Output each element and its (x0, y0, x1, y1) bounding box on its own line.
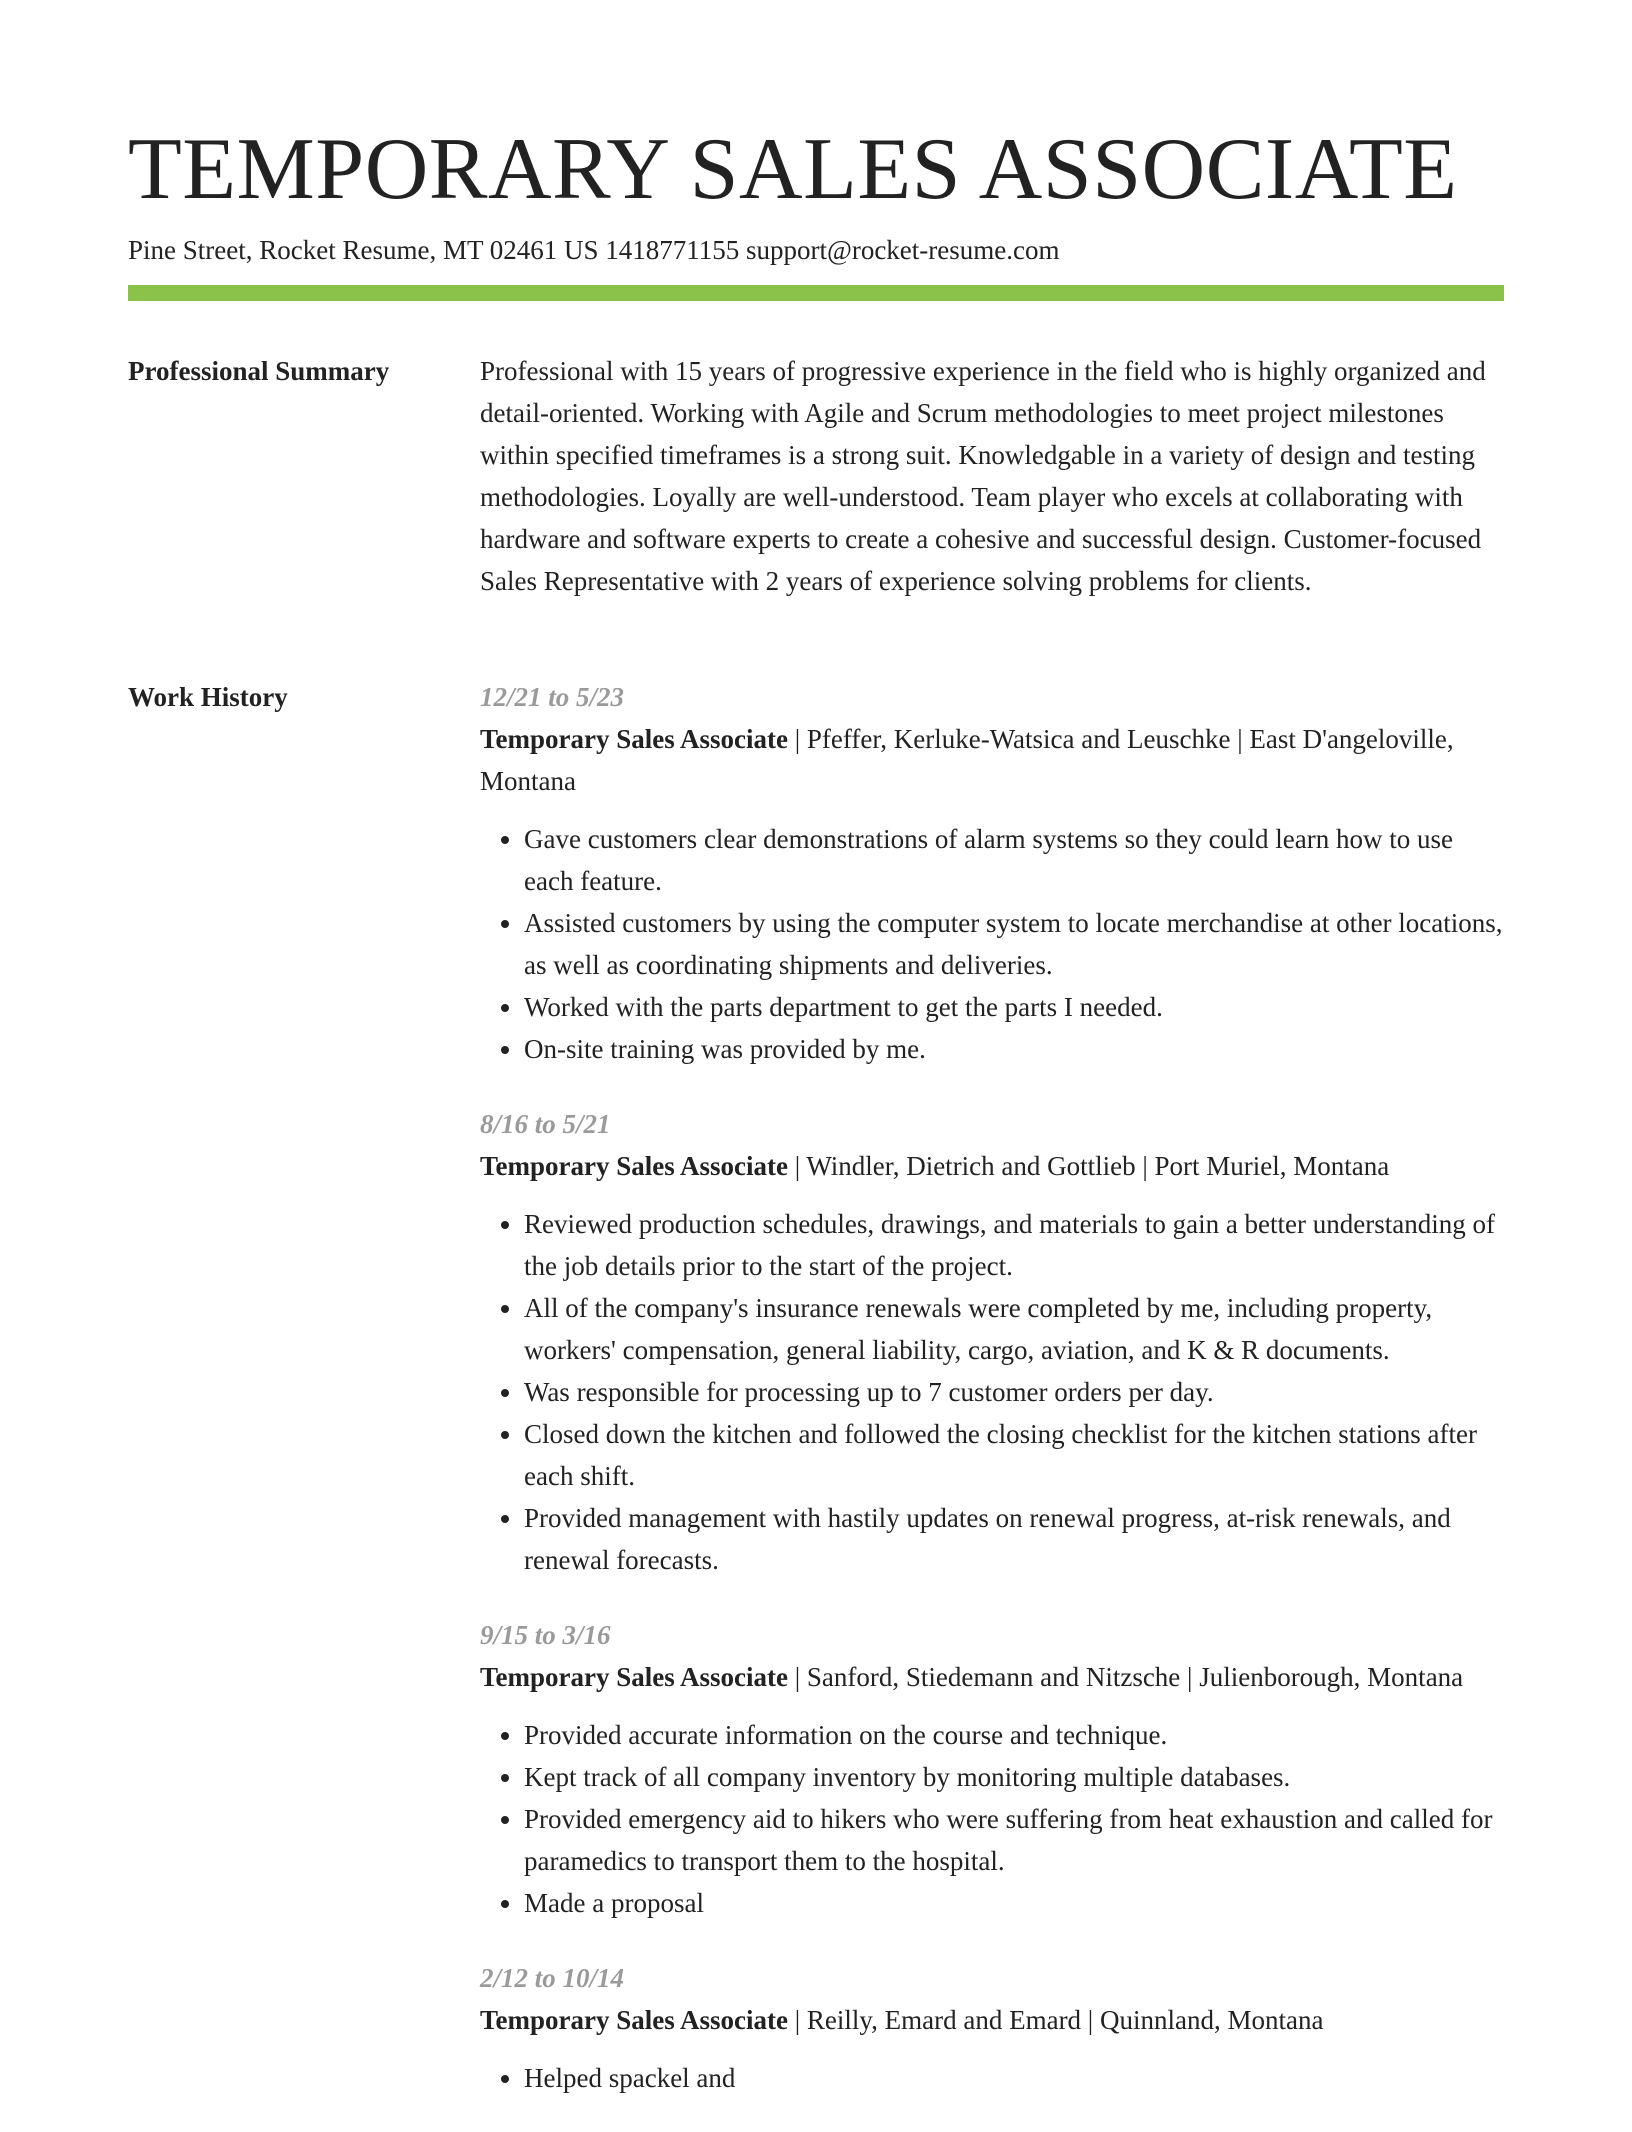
job-entry (480, 1103, 1504, 1581)
job-employer-location: | Pfeffer, Kerluke-Watsica and Leuschke | East D'angeloville, Montana (480, 724, 1454, 796)
job-entry (480, 1614, 1504, 1924)
job-title: Temporary Sales Associate (480, 1662, 788, 1692)
contact-line: Pine Street, Rocket Resume, MT 02461 US 1418771155 support@rocket-resume.com (128, 235, 1060, 265)
job-bullet: • Assisted customers by using the computer system to locate merchandise at other locations, as well as coordinating shipments and deliveries. (524, 902, 1504, 986)
job-heading (480, 1656, 1504, 1698)
job-employer-location: | Windler, Dietrich and Gottlieb | Port Muriel, Montana (787, 1151, 1390, 1181)
job-title: Temporary Sales Associate (480, 1151, 788, 1181)
job-title: Temporary Sales Associate (480, 2005, 788, 2035)
resume-title: TEMPORARY SALES ASSOCIATE (128, 121, 1458, 218)
job-title: Temporary Sales Associate (480, 724, 788, 754)
job-heading (480, 1999, 1504, 2041)
job-bullet: • Worked with the parts department to get the parts I needed. (524, 986, 1504, 1028)
job-dates: 8/16 to 5/21 (480, 1109, 611, 1139)
job-bullet: • Made a proposal (524, 1882, 1504, 1924)
job-bullet: • All of the company's insurance renewals were completed by me, including property, workers' compensation, general liability, cargo, aviation, and K & R documents. (524, 1287, 1504, 1371)
job-entry (480, 676, 1504, 1070)
job-bullet: • Kept track of all company inventory by monitoring multiple databases. (524, 1756, 1504, 1798)
job-bullet-list (480, 2057, 1504, 2099)
job-heading (480, 1145, 1504, 1187)
job-bullet: • Helped spackel and (524, 2057, 1504, 2099)
summary-body (480, 350, 1504, 602)
section-label-professional-summary: Professional Summary (128, 356, 390, 386)
job-bullet: • Was responsible for processing up to 7 customer orders per day. (524, 1371, 1504, 1413)
job-bullet-list (480, 1203, 1504, 1581)
job-bullet: • On-site training was provided by me. (524, 1028, 1504, 1070)
job-dates: 2/12 to 10/14 (480, 1963, 625, 1993)
header-divider (128, 285, 1504, 301)
job-bullet: • Reviewed production schedules, drawings, and materials to gain a better understanding of the job details prior to the start of the project. (524, 1203, 1504, 1287)
section-label-work-history: Work History (128, 682, 288, 712)
work-history-body (480, 676, 1504, 2132)
job-bullet-list (480, 1714, 1504, 1924)
job-heading (480, 718, 1504, 802)
job-entry (480, 1957, 1504, 2099)
job-dates: 12/21 to 5/23 (480, 682, 625, 712)
job-employer-location: | Reilly, Emard and Emard | Quinnland, Montana (787, 2005, 1324, 2035)
job-bullet: • Provided emergency aid to hikers who were suffering from heat exhaustion and called for paramedics to transport them to the hospital. (524, 1798, 1504, 1882)
job-bullet: • Provided accurate information on the course and technique. (524, 1714, 1504, 1756)
job-bullet-list (480, 818, 1504, 1070)
job-dates: 9/15 to 3/16 (480, 1620, 611, 1650)
job-bullet: • Closed down the kitchen and followed the closing checklist for the kitchen stations after each shift. (524, 1413, 1504, 1497)
job-bullet: • Provided management with hastily updates on renewal progress, at-risk renewals, and renewal forecasts. (524, 1497, 1504, 1581)
job-bullet: • Gave customers clear demonstrations of alarm systems so they could learn how to use each feature. (524, 818, 1504, 902)
summary-text: Professional with 15 years of progressive experience in the field who is highly organized and detail-oriented. Working with Agile and Scrum methodologies to meet project milestones within specified timeframes is a strong suit. Knowledgable in a variety of design and testing methodologies. Loyally are well-understood. Team player who excels at collaborating with hardware and software experts to create a cohesive and successful design. Customer-focused Sales Representative with 2 years of experience solving problems for clients. (480, 356, 1486, 596)
job-employer-location: | Sanford, Stiedemann and Nitzsche | Julienborough, Montana (787, 1662, 1464, 1692)
